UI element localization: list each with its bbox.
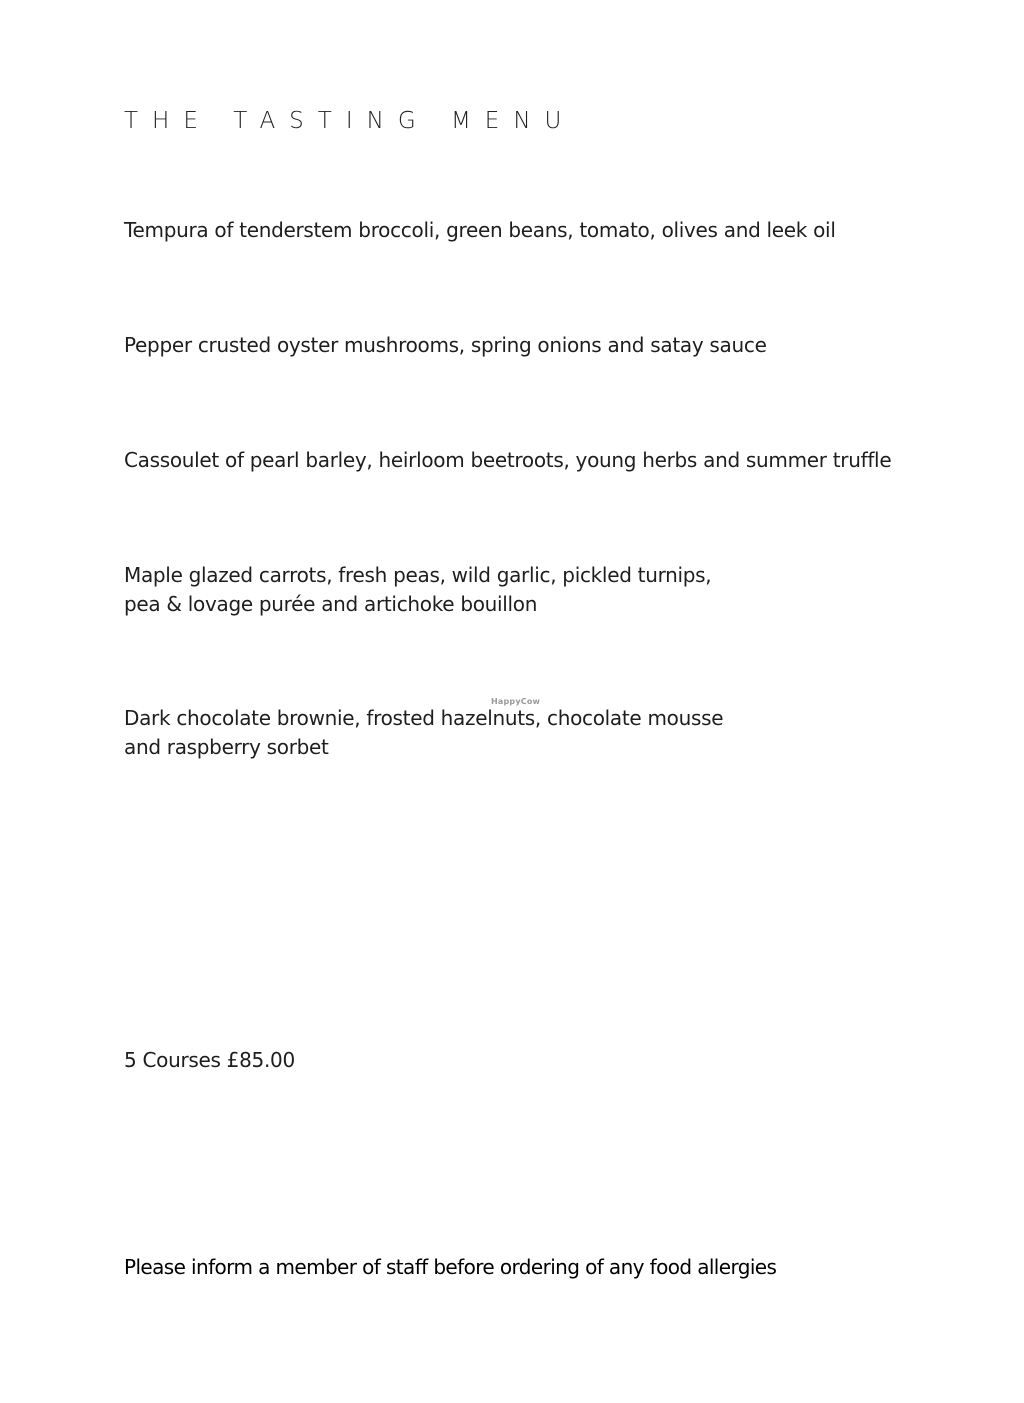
course-2-line-1: Pepper crusted oyster mushrooms, spring onions and satay sauce <box>124 333 767 357</box>
course-5-line-2: and raspberry sorbet <box>124 735 329 759</box>
menu-price: 5 Courses £85.00 <box>124 1048 295 1072</box>
course-1-line-1: Tempura of tenderstem broccoli, green beans, tomato, olives and leek oil <box>124 218 836 242</box>
happycow-watermark: HappyCow <box>491 697 541 706</box>
course-4 <box>124 561 711 619</box>
course-5 <box>124 704 723 762</box>
course-2 <box>124 331 767 360</box>
course-4-line-2: pea & lovage purée and artichoke bouillon <box>124 592 538 616</box>
menu-title: THE TASTING MENU <box>124 108 576 134</box>
allergy-notice: Please inform a member of staff before ordering of any food allergies <box>124 1255 777 1279</box>
course-3 <box>124 446 891 475</box>
course-4-line-1: Maple glazed carrots, fresh peas, wild garlic, pickled turnips, <box>124 563 712 587</box>
course-5-line-1: Dark chocolate brownie, frosted hazelnuts, chocolate mousse <box>124 706 724 730</box>
course-3-line-1: Cassoulet of pearl barley, heirloom beetroots, young herbs and summer truffle <box>124 448 892 472</box>
course-1 <box>124 216 836 245</box>
